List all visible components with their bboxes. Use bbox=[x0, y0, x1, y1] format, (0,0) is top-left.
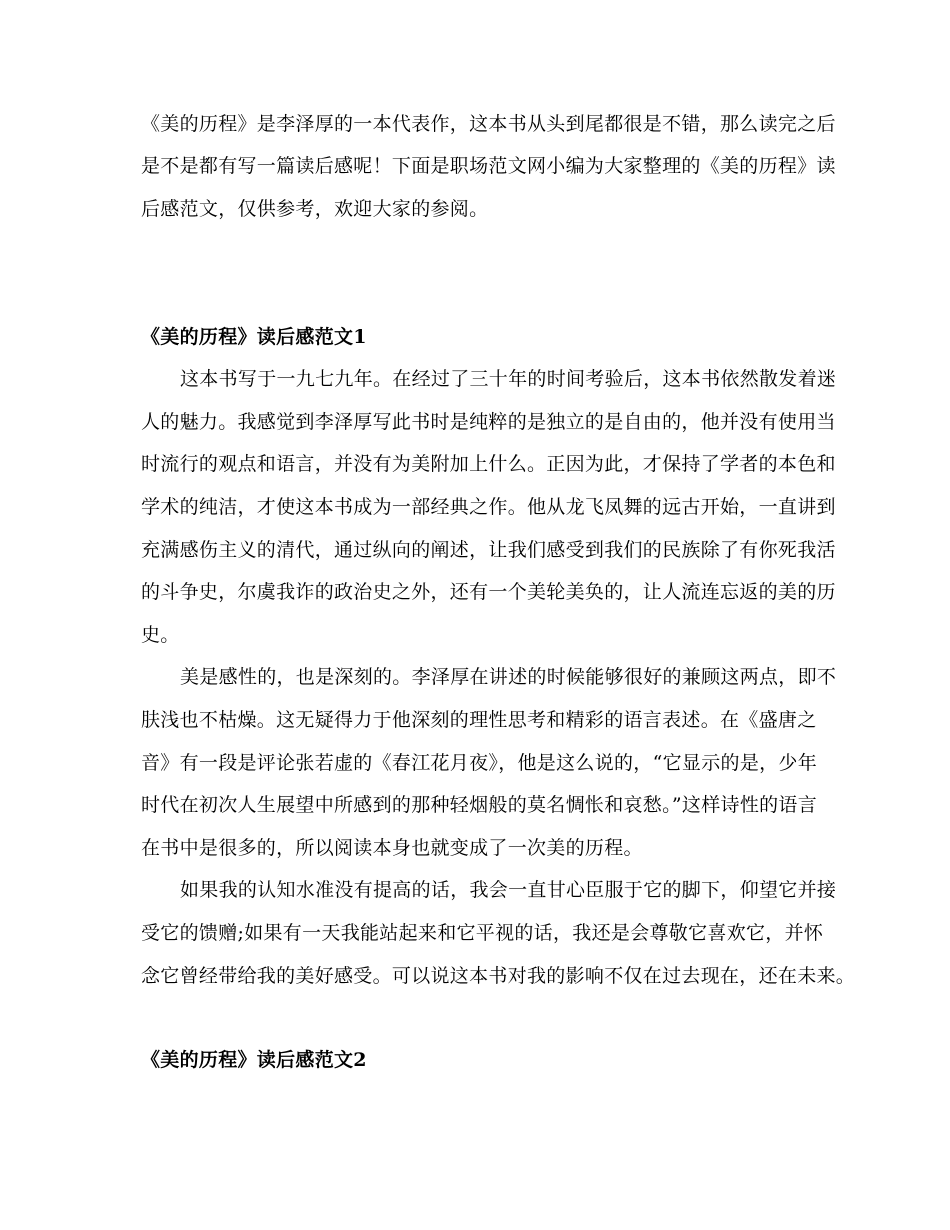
section-1-para-2-line-4: 时代在初次人生展望中所感到的那种轻烟般的莫名惆怅和哀愁。”这样诗性的语言 bbox=[141, 794, 818, 816]
section-1-para-2-line-5: 在书中是很多的，所以阅读本身也就变成了一次美的历程。 bbox=[141, 837, 643, 859]
section-1-para-3-line-2: 受它的馈赠;如果有一天我能站起来和它平视的话，我还是会尊敬它喜欢它，并怀 bbox=[141, 922, 824, 944]
section-1-para-1-line-4: 学术的纯洁，才使这本书成为一部经典之作。他从龙飞凤舞的远古开始，一直讲到 bbox=[141, 496, 836, 518]
section-1-para-1-line-1: 这本书写于一九七九年。在经过了三十年的时间考验后，这本书依然散发着迷 bbox=[180, 368, 837, 390]
section-1-para-2-line-1: 美是感性的，也是深刻的。李泽厚在讲述的时候能够很好的兼顾这两点，即不 bbox=[180, 666, 837, 688]
section-1-para-2-line-3: 音》有一段是评论张若虚的《春江花月夜》，他是这么说的，“它显示的是，少年 bbox=[141, 752, 818, 774]
section-2-heading: 《美的历程》读后感范文2 bbox=[141, 1049, 367, 1071]
section-1-para-1-line-6: 的斗争史，尔虞我诈的政治史之外，还有一个美轮美奂的，让人流连忘返的美的历 bbox=[141, 581, 836, 603]
intro-line-1: 《美的历程》是李泽厚的一本代表作，这本书从头到尾都很是不错，那么读完之后 bbox=[141, 113, 836, 135]
section-1-para-3-line-1: 如果我的认知水准没有提高的话，我会一直甘心臣服于它的脚下，仰望它并接 bbox=[180, 879, 837, 901]
section-1-heading: 《美的历程》读后感范文1 bbox=[141, 326, 367, 348]
section-1-para-1-line-3: 时流行的观点和语言，并没有为美附加上什么。正因为此，才保持了学者的本色和 bbox=[141, 453, 836, 475]
section-1-para-3-line-3: 念它曾经带给我的美好感受。可以说这本书对我的影响不仅在过去现在，还在未来。 bbox=[141, 965, 856, 987]
intro-line-3: 后感范文，仅供参考，欢迎大家的参阅。 bbox=[141, 198, 489, 220]
section-1-para-2-line-2: 肤浅也不枯燥。这无疑得力于他深刻的理性思考和精彩的语言表述。在《盛唐之 bbox=[141, 709, 817, 731]
section-1-para-1-line-2: 人的魅力。我感觉到李泽厚写此书时是纯粹的是独立的是自由的，他并没有使用当 bbox=[141, 411, 836, 433]
section-1-para-1-line-5: 充满感伤主义的清代，通过纵向的阐述，让我们感受到我们的民族除了有你死我活 bbox=[141, 539, 836, 561]
intro-line-2: 是不是都有写一篇读后感呢！下面是职场范文网小编为大家整理的《美的历程》读 bbox=[141, 155, 836, 177]
section-1-para-1-line-7: 史。 bbox=[141, 624, 180, 646]
